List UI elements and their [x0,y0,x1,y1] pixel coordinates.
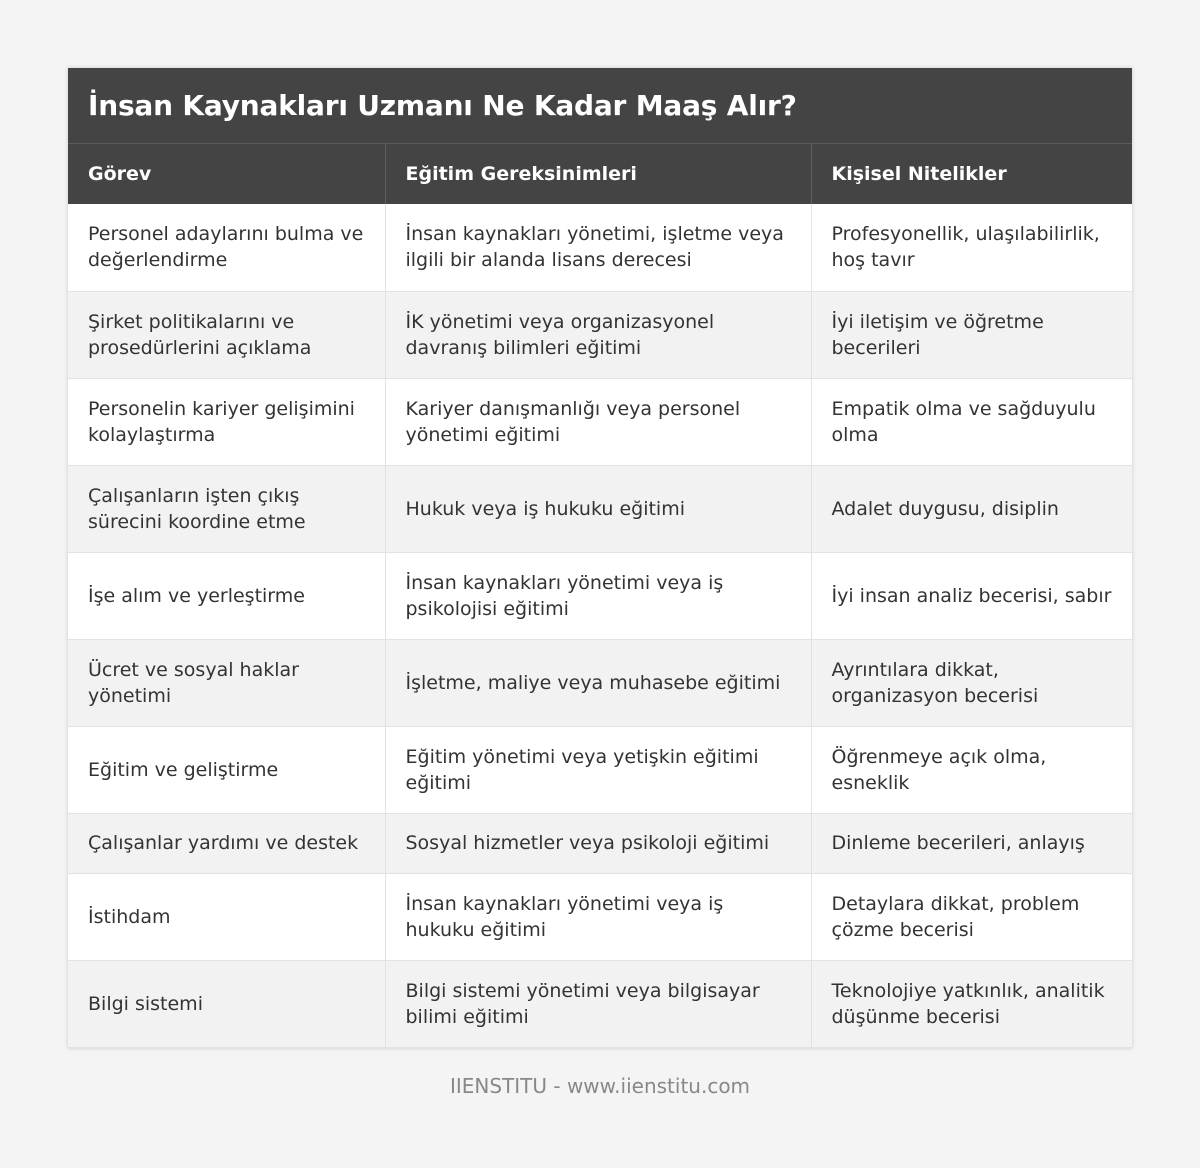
table-row [68,291,1132,378]
table-cell: Dinleme becerileri, anlayış [811,813,1132,873]
table-row [68,465,1132,552]
table-cell: Adalet duygusu, disiplin [811,465,1132,552]
table-cell: İnsan kaynakları yönetimi veya iş psikolojisi eğitimi [385,552,811,639]
table-cell: Detaylara dikkat, problem çözme becerisi [811,873,1132,960]
table-row [68,960,1132,1047]
data-table [68,144,1132,1048]
table-cell: Personel adaylarını bulma ve değerlendirme [68,204,385,291]
table-title-bar [68,68,1132,144]
table-cell: Teknolojiye yatkınlık, analitik düşünme becerisi [811,960,1132,1047]
table-cell: İnsan kaynakları yönetimi veya iş hukuku eğitimi [385,873,811,960]
table-cell: Şirket politikalarını ve prosedürlerini açıklama [68,291,385,378]
salary-table-card [68,68,1132,1048]
table-cell: Öğrenmeye açık olma, esneklik [811,726,1132,813]
table-cell: Kariyer danışmanlığı veya personel yönetimi eğitimi [385,378,811,465]
table-row [68,726,1132,813]
table-cell: İşe alım ve yerleştirme [68,552,385,639]
table-row [68,204,1132,291]
footer-credit: IIENSTITU - www.iienstitu.com [449,1074,751,1098]
table-cell: İyi iletişim ve öğretme becerileri [811,291,1132,378]
table-cell: Ayrıntılara dikkat, organizasyon becerisi [811,639,1132,726]
table-cell: Ücret ve sosyal haklar yönetimi [68,639,385,726]
column-header-egitim: Eğitim Gereksinimleri [385,144,811,204]
column-header-gorev: Görev [68,144,385,204]
table-cell: Eğitim yönetimi veya yetişkin eğitimi eğitimi [385,726,811,813]
table-row [68,552,1132,639]
table-cell: Bilgi sistemi yönetimi veya bilgisayar bilimi eğitimi [385,960,811,1047]
table-row [68,873,1132,960]
table-cell: Bilgi sistemi [68,960,385,1047]
table-row [68,813,1132,873]
table-cell: Profesyonellik, ulaşılabilirlik, hoş tavır [811,204,1132,291]
column-header-nitelikler: Kişisel Nitelikler [811,144,1132,204]
table-cell: Hukuk veya iş hukuku eğitimi [385,465,811,552]
table-cell: Sosyal hizmetler veya psikoloji eğitimi [385,813,811,873]
table-cell: İyi insan analiz becerisi, sabır [811,552,1132,639]
table-cell: İnsan kaynakları yönetimi, işletme veya ilgili bir alanda lisans derecesi [385,204,811,291]
table-cell: Çalışanlar yardımı ve destek [68,813,385,873]
page-title: İnsan Kaynakları Uzmanı Ne Kadar Maaş Alır? [88,89,797,122]
table-header-row [68,144,1132,204]
table-cell: İşletme, maliye veya muhasebe eğitimi [385,639,811,726]
table-cell: Empatik olma ve sağduyulu olma [811,378,1132,465]
table-cell: Eğitim ve geliştirme [68,726,385,813]
table-cell: Çalışanların işten çıkış sürecini koordine etme [68,465,385,552]
table-row [68,639,1132,726]
table-row [68,378,1132,465]
table-cell: İK yönetimi veya organizasyonel davranış bilimleri eğitimi [385,291,811,378]
table-cell: Personelin kariyer gelişimini kolaylaştırma [68,378,385,465]
table-cell: İstihdam [68,873,385,960]
